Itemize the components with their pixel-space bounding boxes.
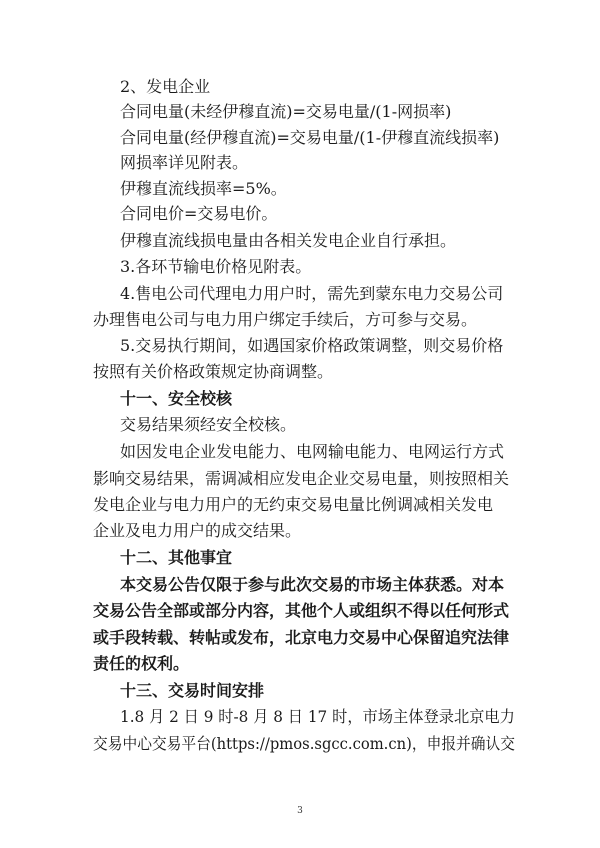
text-line: 交易中心交易平台(https://pmos.sgcc.com.cn)，申报并确认交 xyxy=(93,734,516,753)
text-line: 影响交易结果，需调减相应发电企业交易电量，则按照相关 xyxy=(93,469,510,488)
text-line: 伊穆直流线损电量由各相关发电企业自行承担。 xyxy=(120,231,457,250)
section-heading: 十一、安全校核 xyxy=(120,389,233,408)
text-line: 责任的权利。 xyxy=(93,654,190,673)
text-line: 交易结果须经安全校核。 xyxy=(120,415,297,434)
text-line: 网损率详见附表。 xyxy=(120,153,249,172)
text-line: 企业及电力用户的成交结果。 xyxy=(93,521,302,540)
text-line: 1.8 月 2 日 9 时-8 月 8 日 17 时，市场主体登录北京电力 xyxy=(120,707,515,726)
section-heading: 十三、交易时间安排 xyxy=(120,681,265,700)
text-line: 合同电价=交易电价。 xyxy=(120,204,278,223)
text-line: 如因发电企业发电能力、电网输电能力、电网运行方式 xyxy=(120,442,505,461)
text-line: 4.售电公司代理电力用户时，需先到蒙东电力交易公司 xyxy=(120,284,504,303)
text-line: 合同电量(未经伊穆直流)=交易电量/(1-网损率) xyxy=(120,102,452,121)
text-line: 按照有关价格政策规定协商调整。 xyxy=(93,362,334,381)
text-line: 5.交易执行期间，如遇国家价格政策调整，则交易价格 xyxy=(120,336,504,355)
text-line: 发电企业与电力用户的无约束交易电量比例调减相关发电 xyxy=(93,495,494,514)
text-line: 3.各环节输电价格见附表。 xyxy=(120,257,312,276)
text-line: 或手段转载、转帖或发布，北京电力交易中心保留追究法律 xyxy=(93,628,510,647)
text-line: 本交易公告仅限于参与此次交易的市场主体获悉。对本 xyxy=(120,575,505,594)
page-number: 3 xyxy=(297,806,303,816)
text-line: 伊穆直流线损率=5%。 xyxy=(120,179,287,198)
section-heading: 十二、其他事宜 xyxy=(120,548,233,567)
text-line: 交易公告全部或部分内容，其他个人或组织不得以任何形式 xyxy=(93,601,510,620)
text-line: 2、发电企业 xyxy=(120,77,211,96)
text-line: 办理售电公司与电力用户绑定手续后，方可参与交易。 xyxy=(93,310,478,329)
text-line: 合同电量(经伊穆直流)=交易电量/(1-伊穆直流线损率) xyxy=(120,128,500,147)
